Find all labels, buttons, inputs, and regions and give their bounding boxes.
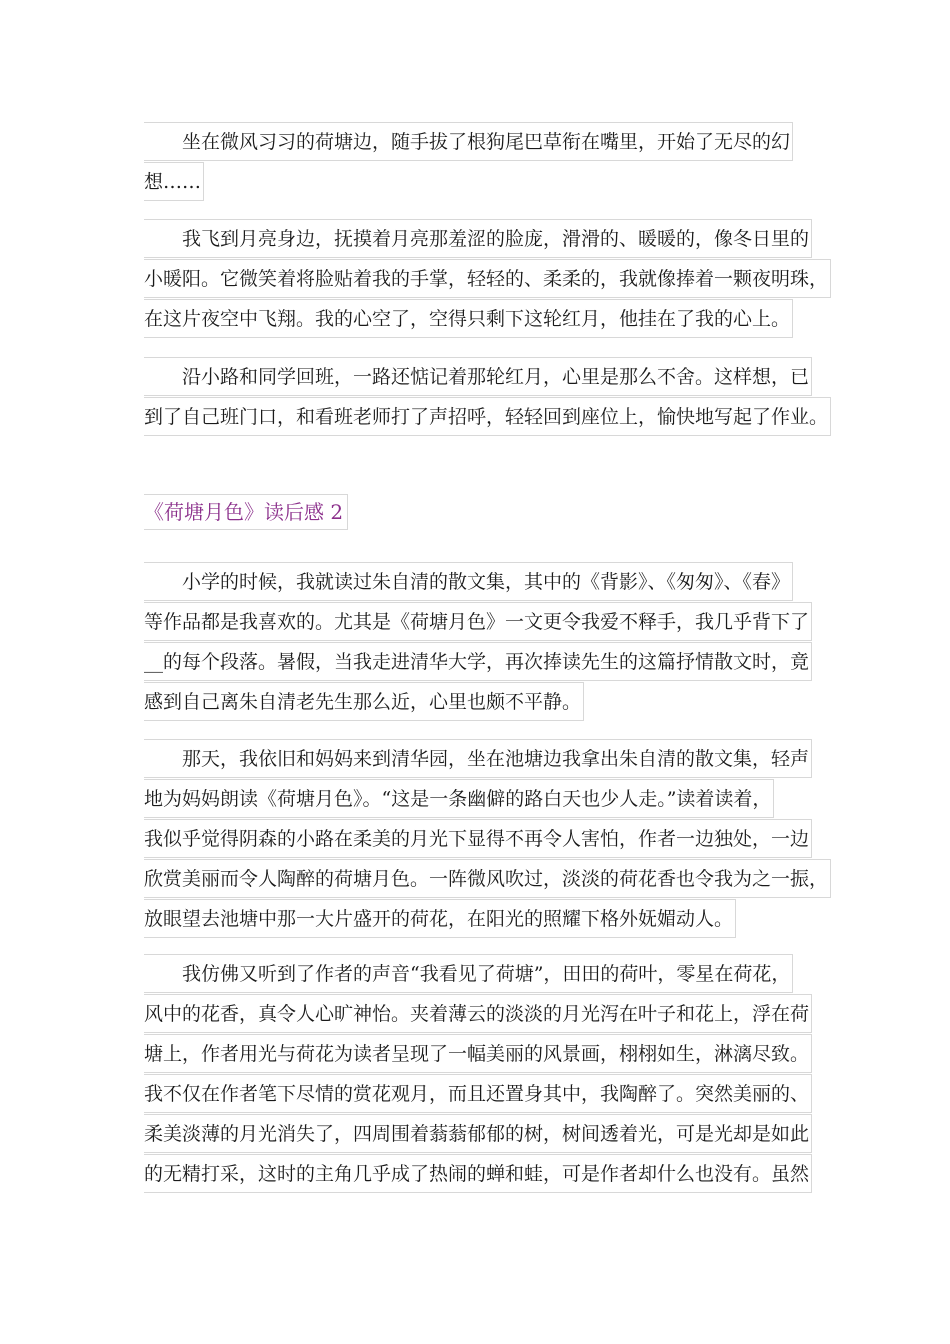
- paragraph-1: [144, 122, 808, 202]
- text-line: [144, 899, 808, 939]
- text-line: [144, 397, 829, 437]
- line-text: 我似乎觉得阴森的小路在柔美的月光下显得不再令人害怕，作者一边独处，一边: [144, 819, 812, 858]
- paragraph-2: [144, 219, 829, 339]
- text-line: [144, 1074, 808, 1114]
- text-line: [144, 122, 808, 162]
- text-line: [144, 642, 808, 682]
- paragraph-4: [144, 562, 808, 722]
- line-text: 到了自己班门口，和看班老师打了声招呼，轻轻回到座位上，愉快地写起了作业。: [144, 397, 831, 436]
- text-line: [144, 602, 808, 642]
- text-line: [144, 562, 808, 602]
- line-text: 小暖阳。它微笑着将脸贴着我的手掌，轻轻的、柔柔的，我就像捧着一颗夜明珠，: [144, 259, 831, 298]
- line-text: 在这片夜空中飞翔。我的心空了，空得只剩下这轮红月，他挂在了我的心上。: [144, 299, 793, 338]
- paragraph-5: [144, 739, 829, 939]
- text-line: [144, 819, 808, 859]
- text-line: [144, 994, 808, 1034]
- text-line: [144, 162, 808, 202]
- text-line: [144, 1114, 808, 1154]
- text-line: [144, 219, 808, 259]
- line-text: __的每个段落。暑假，当我走进清华大学，再次捧读先生的这篇抒情散文时，竟: [144, 642, 812, 681]
- line-text: 我不仅在作者笔下尽情的赏花观月，而且还置身其中，我陶醉了。突然美丽的、: [144, 1074, 812, 1113]
- line-text: 风中的花香，真令人心旷神怡。夹着薄云的淡淡的月光泻在叶子和花上，浮在荷: [144, 994, 812, 1033]
- line-text: 那天，我依旧和妈妈来到清华园，坐在池塘边我拿出朱自清的散文集，轻声: [144, 739, 812, 778]
- line-text: 感到自己离朱自清老先生那么近，心里也颇不平静。: [144, 682, 584, 721]
- text-line: [144, 1034, 808, 1074]
- text-line: [144, 299, 808, 339]
- text-line: [144, 259, 829, 299]
- paragraph-6: [144, 954, 808, 1194]
- text-line: [144, 1154, 808, 1194]
- text-line: [144, 779, 808, 819]
- line-text: 我仿佛又听到了作者的声音“我看见了荷塘”，田田的荷叶，零星在荷花，: [144, 954, 793, 993]
- line-text: 放眼望去池塘中那一大片盛开的荷花，在阳光的照耀下格外妩媚动人。: [144, 899, 736, 938]
- text-line: [144, 682, 808, 722]
- line-text: 地为妈妈朗读《荷塘月色》。“这是一条幽僻的路白天也少人走。”读着读着，: [144, 779, 774, 818]
- line-text: 小学的时候，我就读过朱自清的散文集，其中的《背影》、《匆匆》、《春》: [144, 562, 793, 601]
- line-text: 欣赏美丽而令人陶醉的荷塘月色。一阵微风吹过，淡淡的荷花香也令我为之一振，: [144, 859, 831, 898]
- line-text: 等作品都是我喜欢的。尤其是《荷塘月色》一文更令我爱不释手，我几乎背下了: [144, 602, 812, 641]
- section-heading: 《荷塘月色》读后感 2: [144, 494, 348, 530]
- text-line: [144, 357, 808, 397]
- paragraph-3: [144, 357, 829, 437]
- line-text: 坐在微风习习的荷塘边，随手拔了根狗尾巴草衔在嘴里，开始了无尽的幻: [144, 122, 793, 161]
- line-text: 柔美淡薄的月光消失了，四周围着蓊蓊郁郁的树，树间透着光，可是光却是如此: [144, 1114, 812, 1153]
- line-text: 想……: [144, 162, 204, 201]
- line-text: 的无精打采，这时的主角几乎成了热闹的蝉和蛙，可是作者却什么也没有。虽然: [144, 1154, 812, 1193]
- line-text: 塘上，作者用光与荷花为读者呈现了一幅美丽的风景画，栩栩如生，淋漓尽致。: [144, 1034, 812, 1073]
- text-line: [144, 859, 829, 899]
- text-line: [144, 954, 808, 994]
- line-text: 我飞到月亮身边，抚摸着月亮那羞涩的脸庞，滑滑的、暖暖的，像冬日里的: [144, 219, 812, 258]
- line-text: 沿小路和同学回班，一路还惦记着那轮红月，心里是那么不舍。这样想，已: [144, 357, 812, 396]
- text-line: [144, 739, 808, 779]
